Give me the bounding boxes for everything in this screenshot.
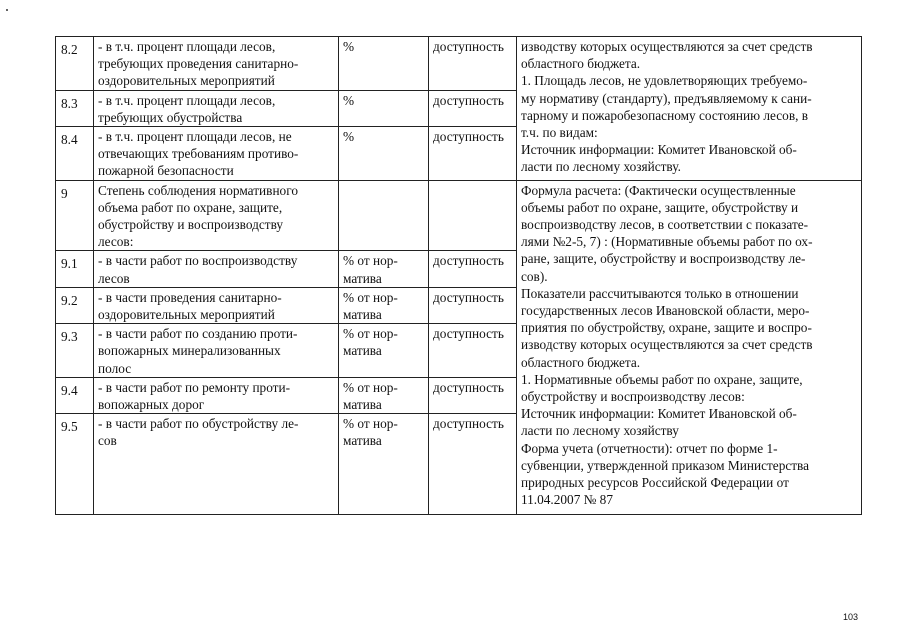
type-cell: доступность xyxy=(429,251,517,287)
row-number: 9.4 xyxy=(56,377,94,413)
row-number: 8.4 xyxy=(56,127,94,181)
type-cell: доступность xyxy=(429,90,517,126)
page-number: 103 xyxy=(843,612,859,622)
indicator-name: Степень соблюдения нормативного объема работ по охране, защите, обустройству и воспроизводству лесов: xyxy=(94,180,339,251)
indicators-table xyxy=(55,36,862,515)
row-number: 9.1 xyxy=(56,251,94,287)
unit-cell: % xyxy=(339,90,429,126)
row-number: 9.3 xyxy=(56,324,94,378)
indicator-name: - в т.ч. процент площади лесов, требующих проведения санитарно- оздоровительных мероприятий xyxy=(94,37,339,91)
method-cell-top xyxy=(517,37,862,181)
type-cell: доступность xyxy=(429,287,517,323)
type-cell: доступность xyxy=(429,37,517,91)
type-cell: доступность xyxy=(429,127,517,181)
indicator-name: - в части работ по ремонту проти- вопожарных дорог xyxy=(94,377,339,413)
indicator-name: - в т.ч. процент площади лесов, не отвечающих требованиям противо- пожарной безопасности xyxy=(94,127,339,181)
indicator-name: - в части работ по обустройству ле- сов xyxy=(94,414,339,515)
method-text-bottom: Формула расчета: (Фактически осуществленные объемы работ по охране, защите, обустройству и воспроизводству лесов, в соответствии с показате- лями №2-5, 7) : (Нормативные объемы работ по ох- ране, защите, обустройству и воспроизводству ле- сов). Показатели рассчитываются только в отношении государственных лесов Ивановской области, меро- приятия по обустройству, охране, защите и воспро- изводству которых осуществляются за счет средств областного бюджета. 1. Нормативные объемы работ по охране, защите, обустройству и воспроизводству лесов: Источник информации: Комитет Ивановской об- ласти по лесному хозяйству Форма учета (отчетности): отчет по форме 1- субвенции, утвержденной приказом Министерства природных ресурсов Российской Федерации от 11.04.2007 № 87 xyxy=(521,182,813,508)
unit-cell: % от нор- матива xyxy=(339,324,429,378)
indicator-name: - в части проведения санитарно- оздоровительных мероприятий xyxy=(94,287,339,323)
row-number: 8.3 xyxy=(56,90,94,126)
type-cell: доступность xyxy=(429,377,517,413)
scan-speck xyxy=(6,9,8,11)
unit-cell: % от нор- матива xyxy=(339,251,429,287)
type-cell xyxy=(429,180,517,251)
indicator-name: - в т.ч. процент площади лесов, требующих обустройства xyxy=(94,90,339,126)
indicator-name: - в части работ по воспроизводству лесов xyxy=(94,251,339,287)
type-cell: доступность xyxy=(429,324,517,378)
unit-cell xyxy=(339,180,429,251)
unit-cell: % xyxy=(339,37,429,91)
method-cell-bottom xyxy=(517,180,862,515)
type-cell: доступность xyxy=(429,414,517,515)
row-number: 9.2 xyxy=(56,287,94,323)
unit-cell: % от нор- матива xyxy=(339,377,429,413)
row-number: 9.5 xyxy=(56,414,94,515)
row-number: 8.2 xyxy=(56,37,94,91)
table-row xyxy=(56,37,862,91)
table-row xyxy=(56,180,862,251)
row-number: 9 xyxy=(56,180,94,251)
unit-cell: % от нор- матива xyxy=(339,414,429,515)
unit-cell: % от нор- матива xyxy=(339,287,429,323)
method-text-top: изводству которых осуществляются за счет средств областного бюджета. 1. Площадь лесов, не удовлетворяющих требуемо- му нормативу (стандарту), предъявляемому к сани- тарному и пожаробезопасному состоянию лесов, в т.ч. по видам: Источник информации: Комитет Ивановской об- ласти по лесному хозяйству. xyxy=(521,39,813,175)
unit-cell: % xyxy=(339,127,429,181)
indicator-name: - в части работ по созданию проти- вопожарных минерализованных полос xyxy=(94,324,339,378)
